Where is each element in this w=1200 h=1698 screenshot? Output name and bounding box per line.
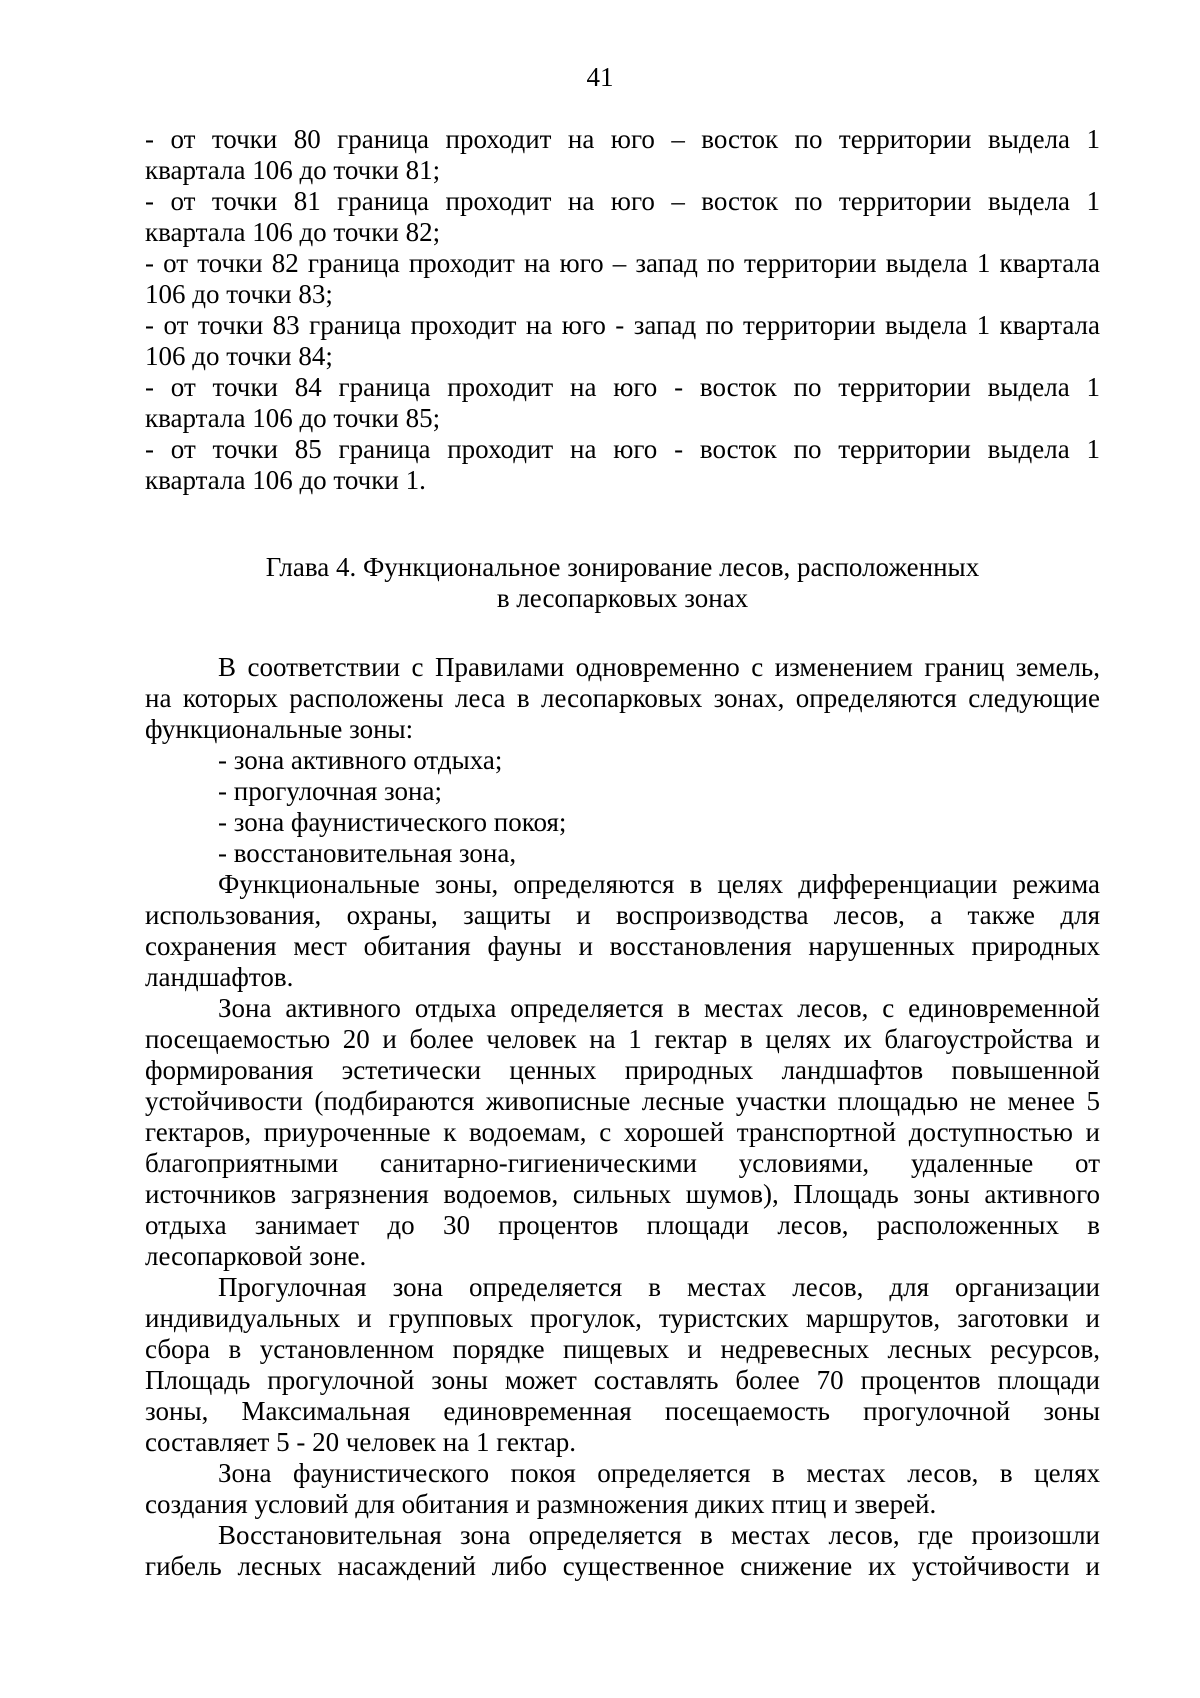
zone-list-item: - прогулочная зона;	[218, 776, 442, 806]
active-zone-line: отдыха занимает до 30 процентов площади лесов, расположенных в	[145, 1210, 1100, 1240]
boundary-item-line: квартала 106 до точки 1.	[145, 465, 426, 495]
active-zone-line: Зона активного отдыха определяется в местах лесов, с единовременной	[218, 993, 1100, 1023]
chapter-heading-line: Глава 4. Функциональное зонирование лесов, расположенных	[265, 552, 980, 582]
walking-zone-line: сбора в установленном порядке пищевых и недревесных лесных ресурсов,	[145, 1334, 1100, 1364]
boundary-item-line: 106 до точки 83;	[145, 279, 333, 309]
walking-zone-line: Прогулочная зона определяется в местах лесов, для организации	[218, 1272, 1100, 1302]
active-zone-line: гектаров, приуроченные к водоемам, с хорошей транспортной доступностью и	[145, 1117, 1100, 1147]
chapter-body	[145, 652, 1100, 1582]
intro-line: В соответствии с Правилами одновременно с изменением границ земель,	[218, 652, 1100, 682]
functional-zones-line: ландшафтов.	[145, 962, 294, 992]
walking-zone-line: зоны, Максимальная единовременная посещаемость прогулочной зоны	[145, 1396, 1100, 1426]
boundary-item-line: - от точки 81 граница проходит на юго – восток по территории выдела 1	[145, 186, 1100, 216]
intro-line: функциональные зоны:	[145, 714, 414, 744]
functional-zones-line: сохранения мест обитания фауны и восстановления нарушенных природных	[145, 931, 1100, 961]
page-number: 41	[586, 62, 614, 92]
functional-zones-line: использования, охраны, защиты и воспроизводства лесов, а также для	[145, 900, 1100, 930]
zone-list-item: - зона фаунистического покоя;	[218, 807, 567, 837]
boundary-item-line: - от точки 83 граница проходит на юго - запад по территории выдела 1 квартала	[145, 310, 1100, 340]
walking-zone-line: Площадь прогулочной зоны может составлять более 70 процентов площади	[145, 1365, 1100, 1395]
active-zone-line: лесопарковой зоне.	[145, 1241, 367, 1271]
boundary-item-line: квартала 106 до точки 85;	[145, 403, 441, 433]
boundary-item-line: 106 до точки 84;	[145, 341, 333, 371]
zone-list-item: - зона активного отдыха;	[218, 745, 503, 775]
faunal-zone-line: Зона фаунистического покоя определяется в местах лесов, в целях	[218, 1458, 1100, 1488]
boundary-description	[145, 124, 1100, 496]
chapter-heading	[145, 552, 1100, 614]
zone-list-item: - восстановительная зона,	[218, 838, 517, 868]
active-zone-line: благоприятными санитарно-гигиеническими условиями, удаленные от	[145, 1148, 1100, 1178]
intro-line: на которых расположены леса в лесопарковых зонах, определяются следующие	[145, 683, 1100, 713]
restoration-zone-line: Восстановительная зона определяется в местах лесов, где произошли	[218, 1520, 1100, 1550]
walking-zone-line: индивидуальных и групповых прогулок, туристских маршрутов, заготовки и	[145, 1303, 1100, 1333]
active-zone-line: формирования эстетически ценных природных ландшафтов повышенной	[145, 1055, 1100, 1085]
boundary-item-line: - от точки 84 граница проходит на юго - восток по территории выдела 1	[145, 372, 1100, 402]
restoration-zone-line: гибель лесных насаждений либо существенное снижение их устойчивости и	[145, 1551, 1100, 1581]
boundary-item-line: квартала 106 до точки 81;	[145, 155, 441, 185]
active-zone-line: устойчивости (подбираются живописные лесные участки площадью не менее 5	[145, 1086, 1100, 1116]
faunal-zone-line: создания условий для обитания и размножения диких птиц и зверей.	[145, 1489, 937, 1519]
active-zone-line: источников загрязнения водоемов, сильных шумов), Площадь зоны активного	[145, 1179, 1100, 1209]
boundary-item-line: - от точки 85 граница проходит на юго - восток по территории выдела 1	[145, 434, 1100, 464]
chapter-heading-line: в лесопарковых зонах	[496, 583, 749, 613]
boundary-item-line: - от точки 82 граница проходит на юго – запад по территории выдела 1 квартала	[145, 248, 1100, 278]
functional-zones-line: Функциональные зоны, определяются в целях дифференциации режима	[218, 869, 1100, 899]
active-zone-line: посещаемостью 20 и более человек на 1 гектар в целях их благоустройства и	[145, 1024, 1100, 1054]
boundary-item-line: - от точки 80 граница проходит на юго – восток по территории выдела 1	[145, 124, 1100, 154]
walking-zone-line: составляет 5 - 20 человек на 1 гектар.	[145, 1427, 577, 1457]
boundary-item-line: квартала 106 до точки 82;	[145, 217, 441, 247]
